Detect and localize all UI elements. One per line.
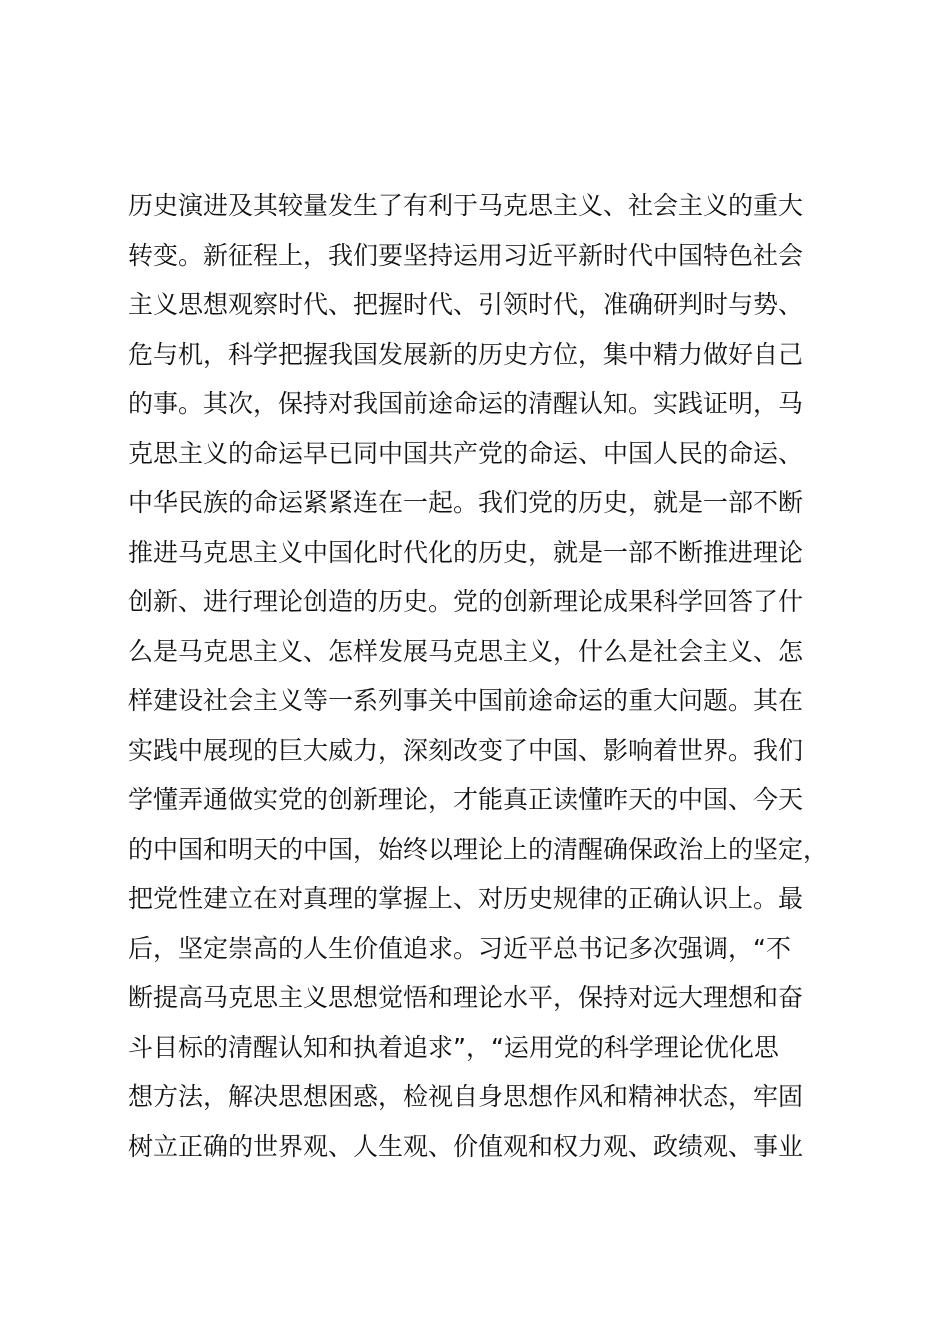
text-line: 样建设社会主义等一系列事关中国前途命运的重大问题。其在	[128, 686, 804, 715]
text-line: 学懂弄通做实党的创新理论，才能真正读懂昨天的中国、今天	[128, 785, 804, 814]
text-line: 的事。其次，保持对我国前途命运的清醒认知。实践证明，马	[128, 389, 804, 418]
text-line: 中华民族的命运紧紧连在一起。我们党的历史，就是一部不断	[128, 488, 804, 517]
text-line: 么是马克思主义、怎样发展马克思主义，什么是社会主义、怎	[128, 636, 804, 666]
text-line: 斗目标的清醒认知和执着追求”，“运用党的科学理论优化思	[128, 1032, 779, 1062]
text-line: 树立正确的世界观、人生观、价值观和权力观、政绩观、事业	[128, 1131, 804, 1161]
text-line: 主义思想观察时代、把握时代、引领时代，准确研判时与势、	[128, 290, 804, 319]
text-line: 实践中展现的巨大威力，深刻改变了中国、影响着世界。我们	[128, 735, 804, 765]
body-paragraph	[128, 181, 868, 1171]
text-line: 克思主义的命运早已同中国共产党的命运、中国人民的命运、	[128, 438, 804, 468]
text-line: 后，坚定崇高的人生价值追求。习近平总书记多次强调，“不	[128, 933, 791, 963]
text-line: 历史演进及其较量发生了有利于马克思主义、社会主义的重大	[128, 191, 804, 220]
text-line: 推进马克思主义中国化时代化的历史，就是一部不断推进理论	[128, 537, 804, 567]
text-line: 转变。新征程上，我们要坚持运用习近平新时代中国特色社会	[128, 240, 804, 270]
text-line: 危与机，科学把握我国发展新的历史方位，集中精力做好自己	[128, 339, 804, 369]
text-line: 把党性建立在对真理的掌握上、对历史规律的正确认识上。最	[128, 884, 804, 913]
text-line: 想方法，解决思想困惑，检视自身思想作风和精神状态，牢固	[128, 1082, 804, 1111]
text-line: 的中国和明天的中国，始终以理论上的清醒确保政治上的坚定，	[128, 834, 829, 864]
text-line: 断提高马克思主义思想觉悟和理论水平，保持对远大理想和奋	[128, 983, 804, 1012]
text-line: 创新、进行理论创造的历史。党的创新理论成果科学回答了什	[128, 587, 804, 616]
